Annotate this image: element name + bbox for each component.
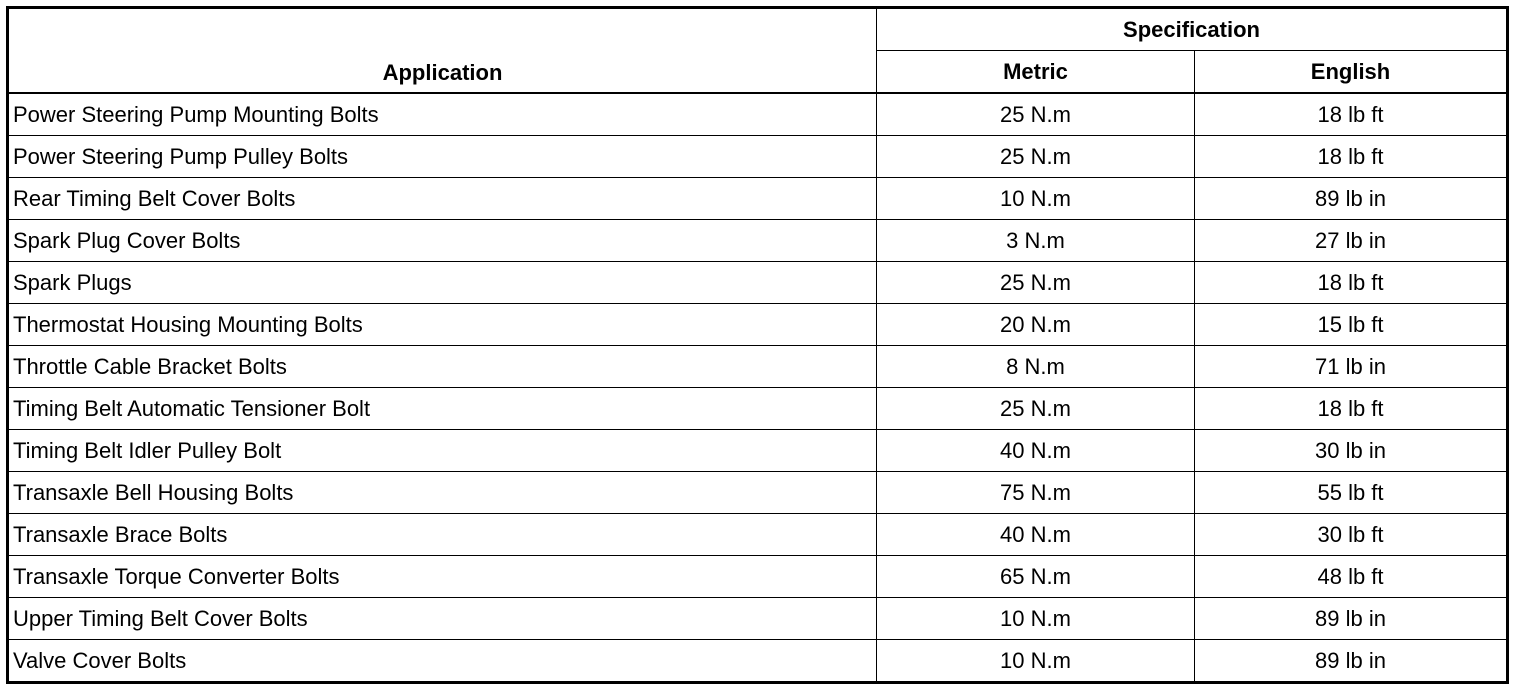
table-row	[8, 93, 1508, 136]
table-header	[8, 8, 1508, 94]
metric-cell: 10 N.m	[877, 640, 1195, 683]
metric-cell: 40 N.m	[877, 514, 1195, 556]
english-cell: 18 lb ft	[1195, 93, 1508, 136]
english-cell: 18 lb ft	[1195, 262, 1508, 304]
metric-cell: 65 N.m	[877, 556, 1195, 598]
metric-cell: 25 N.m	[877, 136, 1195, 178]
english-cell: 55 lb ft	[1195, 472, 1508, 514]
table-row	[8, 556, 1508, 598]
metric-cell: 25 N.m	[877, 93, 1195, 136]
application-header: Application	[8, 8, 877, 94]
application-cell: Throttle Cable Bracket Bolts	[8, 346, 877, 388]
application-cell: Valve Cover Bolts	[8, 640, 877, 683]
metric-cell: 25 N.m	[877, 262, 1195, 304]
application-cell: Thermostat Housing Mounting Bolts	[8, 304, 877, 346]
application-cell: Spark Plugs	[8, 262, 877, 304]
english-cell: 89 lb in	[1195, 640, 1508, 683]
english-cell: 18 lb ft	[1195, 388, 1508, 430]
metric-header: Metric	[877, 51, 1195, 94]
metric-cell: 40 N.m	[877, 430, 1195, 472]
english-cell: 71 lb in	[1195, 346, 1508, 388]
application-cell: Timing Belt Idler Pulley Bolt	[8, 430, 877, 472]
table-row	[8, 472, 1508, 514]
english-cell: 30 lb ft	[1195, 514, 1508, 556]
english-header: English	[1195, 51, 1508, 94]
metric-cell: 10 N.m	[877, 178, 1195, 220]
metric-cell: 20 N.m	[877, 304, 1195, 346]
english-cell: 30 lb in	[1195, 430, 1508, 472]
metric-cell: 25 N.m	[877, 388, 1195, 430]
table-row	[8, 136, 1508, 178]
english-cell: 27 lb in	[1195, 220, 1508, 262]
application-cell: Transaxle Torque Converter Bolts	[8, 556, 877, 598]
table-row	[8, 640, 1508, 683]
metric-cell: 75 N.m	[877, 472, 1195, 514]
table-row	[8, 430, 1508, 472]
table-row	[8, 514, 1508, 556]
header-row-top	[8, 8, 1508, 51]
table-row	[8, 346, 1508, 388]
application-cell: Upper Timing Belt Cover Bolts	[8, 598, 877, 640]
table-row	[8, 262, 1508, 304]
application-cell: Rear Timing Belt Cover Bolts	[8, 178, 877, 220]
application-cell: Power Steering Pump Mounting Bolts	[8, 93, 877, 136]
english-cell: 89 lb in	[1195, 598, 1508, 640]
metric-cell: 3 N.m	[877, 220, 1195, 262]
torque-spec-table	[6, 6, 1509, 684]
english-cell: 18 lb ft	[1195, 136, 1508, 178]
english-cell: 48 lb ft	[1195, 556, 1508, 598]
english-cell: 89 lb in	[1195, 178, 1508, 220]
application-cell: Transaxle Brace Bolts	[8, 514, 877, 556]
table-row	[8, 178, 1508, 220]
application-cell: Transaxle Bell Housing Bolts	[8, 472, 877, 514]
english-cell: 15 lb ft	[1195, 304, 1508, 346]
table-row	[8, 598, 1508, 640]
table-body	[8, 93, 1508, 683]
table-row	[8, 304, 1508, 346]
table-row	[8, 388, 1508, 430]
metric-cell: 8 N.m	[877, 346, 1195, 388]
application-cell: Timing Belt Automatic Tensioner Bolt	[8, 388, 877, 430]
specification-header: Specification	[877, 8, 1508, 51]
application-cell: Spark Plug Cover Bolts	[8, 220, 877, 262]
application-cell: Power Steering Pump Pulley Bolts	[8, 136, 877, 178]
metric-cell: 10 N.m	[877, 598, 1195, 640]
table-row	[8, 220, 1508, 262]
